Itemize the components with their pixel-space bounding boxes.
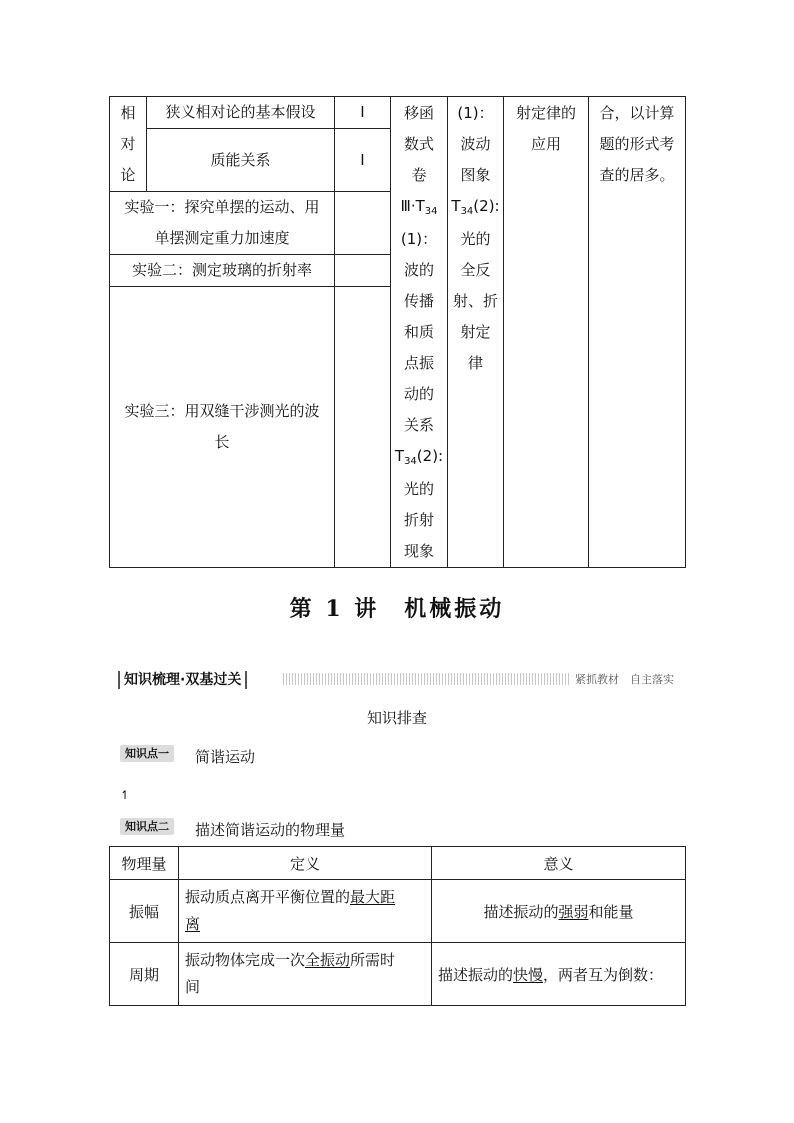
column-header: 意义	[432, 847, 686, 880]
level-cell: Ⅰ	[335, 129, 391, 192]
exam-detail-column-d: 合，以计算 题的形式考 查的居多。	[589, 97, 686, 568]
knowledge-point-badge: 知识点二	[120, 818, 174, 835]
topic-cell: 狭义相对论的基本假设	[147, 97, 335, 129]
level-cell	[335, 287, 391, 568]
meaning-cell: 描述振动的强弱和能量	[432, 880, 686, 943]
section-bar	[118, 671, 678, 689]
quantity-name: 周期	[110, 943, 179, 1006]
table-row	[110, 943, 686, 1006]
meaning-cell: 描述振动的快慢，两者互为倒数：	[432, 943, 686, 1006]
exam-detail-column-a: 移函 数式 卷 $Ⅲ\cdot T_{34}$ (1)： 波的 传播 和质 点振 动的 关系 $T_{34}(2)$: 光的 折射 现象	[391, 97, 448, 568]
topic-cell: 质能关系	[147, 129, 335, 192]
exam-overview-table	[109, 96, 686, 568]
level-cell: Ⅰ	[335, 97, 391, 129]
definition-cell: 振动质点离开平衡位置的最大距 离	[179, 880, 432, 943]
exam-detail-column-c: 射定律的 应用	[504, 97, 589, 568]
experiment-1-cell: 实验一：探究单摆的运动、用 单摆测定重力加速度	[110, 192, 335, 255]
exam-detail-column-b: (1)： 波动 图象 $T_{34}(2)$: 光的 全反 射、折 射定 律	[448, 97, 504, 568]
column-header: 物理量	[110, 847, 179, 880]
knowledge-point-badge: 知识点一	[120, 745, 174, 762]
column-header: 定义	[179, 847, 432, 880]
table-row	[110, 880, 686, 943]
relativity-group-label: 相 对 论	[110, 97, 147, 192]
experiment-2-cell: 实验二：测定玻璃的折射率	[110, 255, 335, 287]
physical-quantity-table	[109, 846, 686, 1006]
definition-cell: 振动物体完成一次全振动所需时 间	[179, 943, 432, 1006]
level-cell	[335, 255, 391, 287]
section-label: 知识梳理·双基过关	[118, 671, 247, 689]
subheading: 知识排查	[366, 709, 427, 727]
experiment-3-cell: 实验三：用双缝干涉测光的波 长	[110, 287, 335, 568]
knowledge-point-title: 简谐运动	[195, 748, 256, 766]
level-cell	[335, 192, 391, 255]
section-tagline: 紧抓教材 自主落实	[571, 671, 678, 689]
knowledge-point-title: 描述简谐运动的物理量	[195, 821, 346, 839]
lecture-title: 第 1 讲 机械振动	[289, 596, 505, 622]
quantity-name: 振幅	[110, 880, 179, 943]
stray-mark: ↿	[120, 788, 131, 802]
